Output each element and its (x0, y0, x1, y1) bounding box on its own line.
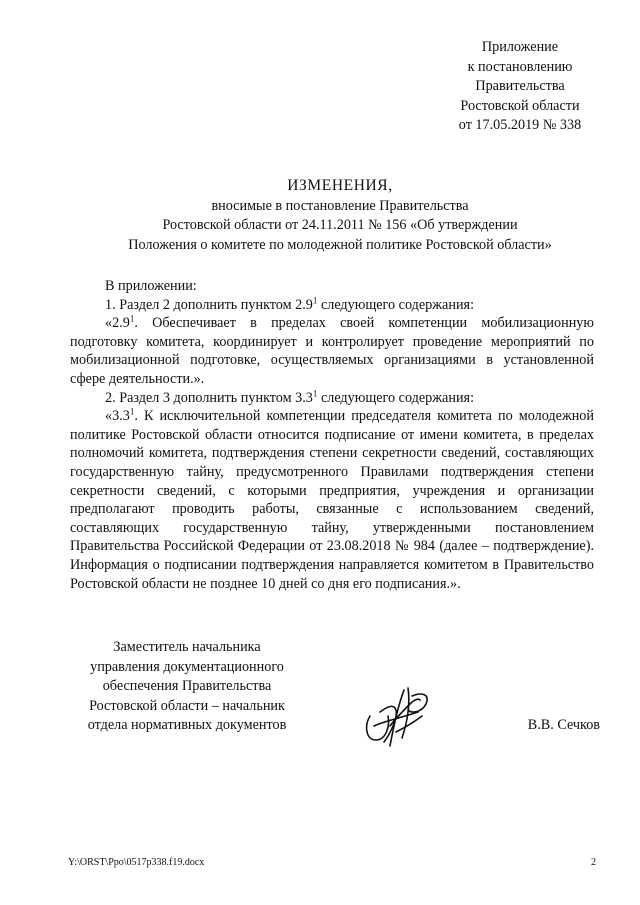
quote-2-pre: «3.3 (105, 408, 130, 425)
annex-line: от 17.05.2019 № 338 (458, 117, 582, 133)
page-number: 2 (591, 857, 596, 868)
handwritten-signature (360, 676, 440, 754)
position-line: Ростовской области – начальник (89, 697, 285, 714)
signatory-position (62, 638, 312, 736)
item-2-sup: 1 (312, 387, 318, 398)
item-2-pre: 2. Раздел 3 дополнить пунктом 3.3 (105, 389, 313, 406)
item-1-sup: 1 (312, 294, 318, 305)
quote-1-post: . Обеспечивает в пределах своей компетенции мобилизационную подготовку комитета, координирует и контролирует проведение мероприятий по мобилизационной подготовке, осуществляемых организациями в установленной сфере деятельности.». (70, 315, 594, 387)
annex-line: Правительства (475, 78, 565, 94)
item-2-post: следующего содержания: (317, 389, 475, 406)
quote-1-paragraph (70, 314, 594, 388)
quote-2-paragraph (70, 407, 594, 593)
quote-2-post: . К исключительной компетенции председателя комитета по молодежной политике Ростовской области относится подписание от имени комитета, в пределах полномочий комитета, подтверждения степени секретности сведений, составляющих государственную тайну, предусмотренного Правилами подтверждения степени секретности сведений, с которыми предприятия, учреждения и организации предполагают проводить работы, связанные с использованием сведений, составляющих государственную тайну, утвержденными постановлением Правительства Российской Федерации от 23.08.2018 № 984 (далее – подтверждение). Информация о подписании подтверждения направляется комитетом в Правительство Ростовской области не позднее 10 дней со дня его подписания.». (70, 408, 594, 592)
document-heading (60, 176, 620, 255)
item-2-paragraph (70, 389, 594, 408)
annex-line: Ростовской области (460, 97, 580, 114)
item-1-pre: 1. Раздел 2 дополнить пунктом 2.9 (105, 296, 313, 313)
signer-name: В.В. Сечков (527, 717, 600, 733)
document-body (70, 277, 594, 593)
item-1-paragraph (70, 296, 594, 315)
item-1-post: следующего содержания: (317, 296, 475, 313)
heading-title: ИЗМЕНЕНИЯ, (287, 177, 393, 194)
annex-reference (420, 38, 620, 136)
quote-1-pre: «2.9 (105, 315, 130, 332)
heading-line: вносимые в постановление Правительства (211, 197, 469, 214)
annex-line: к постановлению (467, 58, 573, 75)
position-line: управления документационного (90, 658, 284, 675)
footer-file-path: Y:\ORST\Ppo\0517p338.f19.docx (68, 857, 205, 868)
intro-paragraph: В приложении: (105, 278, 197, 294)
annex-line: Приложение (481, 39, 559, 55)
position-line: отдела нормативных документов (87, 717, 287, 733)
quote-1-sup: 1 (129, 313, 135, 324)
position-line: Заместитель начальника (113, 639, 261, 655)
heading-line: Положения о комитете по молодежной политике Ростовской области» (128, 236, 552, 253)
quote-2-sup: 1 (129, 406, 135, 417)
position-line: обеспечения Правительства (102, 678, 272, 694)
heading-line: Ростовской области от 24.11.2011 № 156 «Об утверждении (162, 217, 518, 233)
